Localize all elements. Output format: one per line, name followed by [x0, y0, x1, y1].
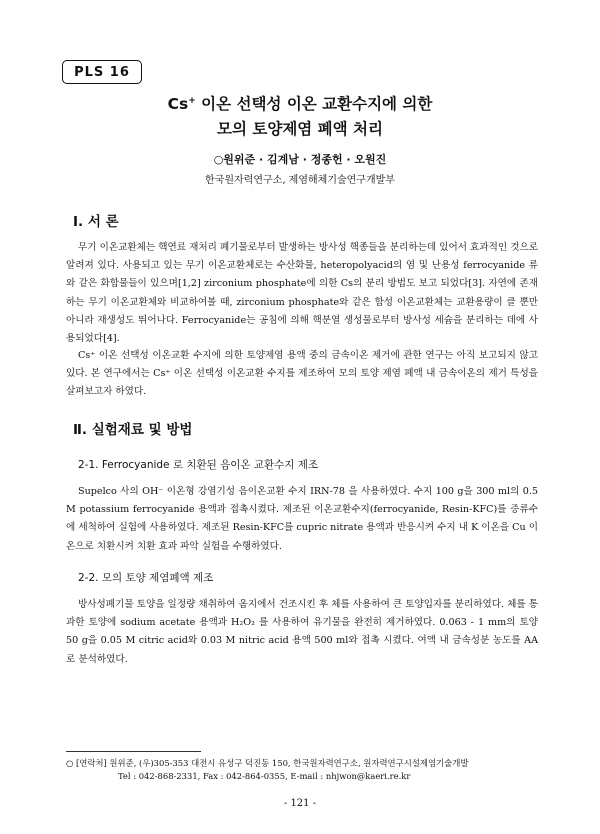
section-1-paragraph-1-text: 무기 이온교환체는 핵연료 재처리 폐기물로부터 발생하는 방사성 핵종들을 분리하는데 있어서 효과적인 것으로 알려져 있다. 사용되고 있는 무기 이온교환체로는 수산화물, heteropolyacid의 염 및 난용성 ferrocyanide 류와 같은 화합물들이 있으며[1,2] zirconium phosphate에 의한 Cs의 분리 방법도 보고 되었다[3]. 자연에 존재하는 무기 이온교환체와 비교하여볼 때, zirconium phosphate와 같은 합성 이온교환체는 교환용량이 클 뿐만 아니라 재생성도 뛰어나다. Ferrocyanide는 공침에 의해 핵분열 생성물로부터 방사성 세슘을 분리하는 데에 사용되었다[4].: [66, 242, 538, 345]
footnote-line-1: ○ [연락처] 원위준, (우)305-353 대전시 유성구 덕진동 150, 한국원자력연구소, 원자력연구시설제염기술개발: [66, 758, 469, 768]
section-2-2-paragraph-text: 방사성폐기물 토양을 일정량 채취하여 옴지에서 건조시킨 후 체를 사용하여 큰 토양입자를 분리하였다. 체를 통과한 토양에 sodium acetate 용액과 H₂O₂ 를 사용하여 유기물을 완전히 제거하였다. 0.063 - 1 mm의 토양 50 g을 0.05 M citric acid와 0.03 M nitric acid 용액 500 ml와 접촉 시켰다. 여액 내 금속성분 농도를 AA로 분석하였다.: [66, 599, 538, 665]
page-number: - 121 -: [283, 798, 317, 809]
title-line1-rest: 이온 선택성 이온 교환수지에 의한: [195, 95, 433, 113]
section-2-heading: Ⅱ. 실험재료 및 방법: [73, 422, 193, 438]
title-line-2: 모의 토양제염 폐액 처리: [217, 120, 383, 138]
section-2-1-heading: 2-1. Ferrocyanide 로 치환된 음이온 교환수지 제조: [78, 459, 319, 471]
title-superscript: +: [188, 95, 196, 106]
footnote-divider: [66, 751, 201, 752]
section-2-1-paragraph: [66, 483, 538, 556]
section-2-2-heading: 2-2. 모의 토양 제염폐액 제조: [78, 572, 214, 584]
section-2-2-paragraph: [66, 596, 538, 669]
title-line-1: [0, 92, 600, 114]
section-2-1-paragraph-text: Supelco 사의 OH⁻ 이온형 강염기성 음이온교환 수지 IRN-78 을 사용하였다. 수지 100 g을 300 ml의 0.5 M potassium ferrocyanide 용액과 접촉시켰다. 제조된 이온교환수지(ferrocyanide, Resin-KFC)를 증류수에 세척하여 실험에 사용하였다. 제조된 Resin-KFC를 cupric nitrate 용액과 반응시켜 수지 내 K 이온을 Cu 이온으로 치환시켜 치환 효과 파악 실험을 수행하였다.: [66, 486, 538, 552]
section-1-paragraph-1: [66, 239, 538, 348]
section-1-heading: Ⅰ. 서 론: [73, 214, 119, 230]
section-1-paragraph-2-text: Cs⁺ 이온 선택성 이온교환 수지에 의한 토양제염 용액 중의 금속이온 제거에 관한 연구는 아직 보고되지 않고 있다. 본 연구에서는 Cs⁺ 이온 선택성 이온교환 수지를 제조하여 모의 토양 제염 폐액 내 금속이온의 제거 특성을 살펴보고자 하였다.: [66, 350, 538, 398]
affiliation: 한국원자력연구소, 제염해체기술연구개발부: [205, 175, 395, 186]
footnote-line-2: Tel : 042-868-2331, Fax : 042-864-0355, E-mail : nhjwon@kaeri.re.kr: [118, 771, 411, 781]
section-1-paragraph-2: [66, 347, 538, 402]
session-tag: PLS 16: [62, 60, 142, 84]
authors: ○원위준 · 김계남 · 정종헌 · 오원진: [213, 153, 387, 166]
title-prefix: Cs: [167, 95, 189, 113]
